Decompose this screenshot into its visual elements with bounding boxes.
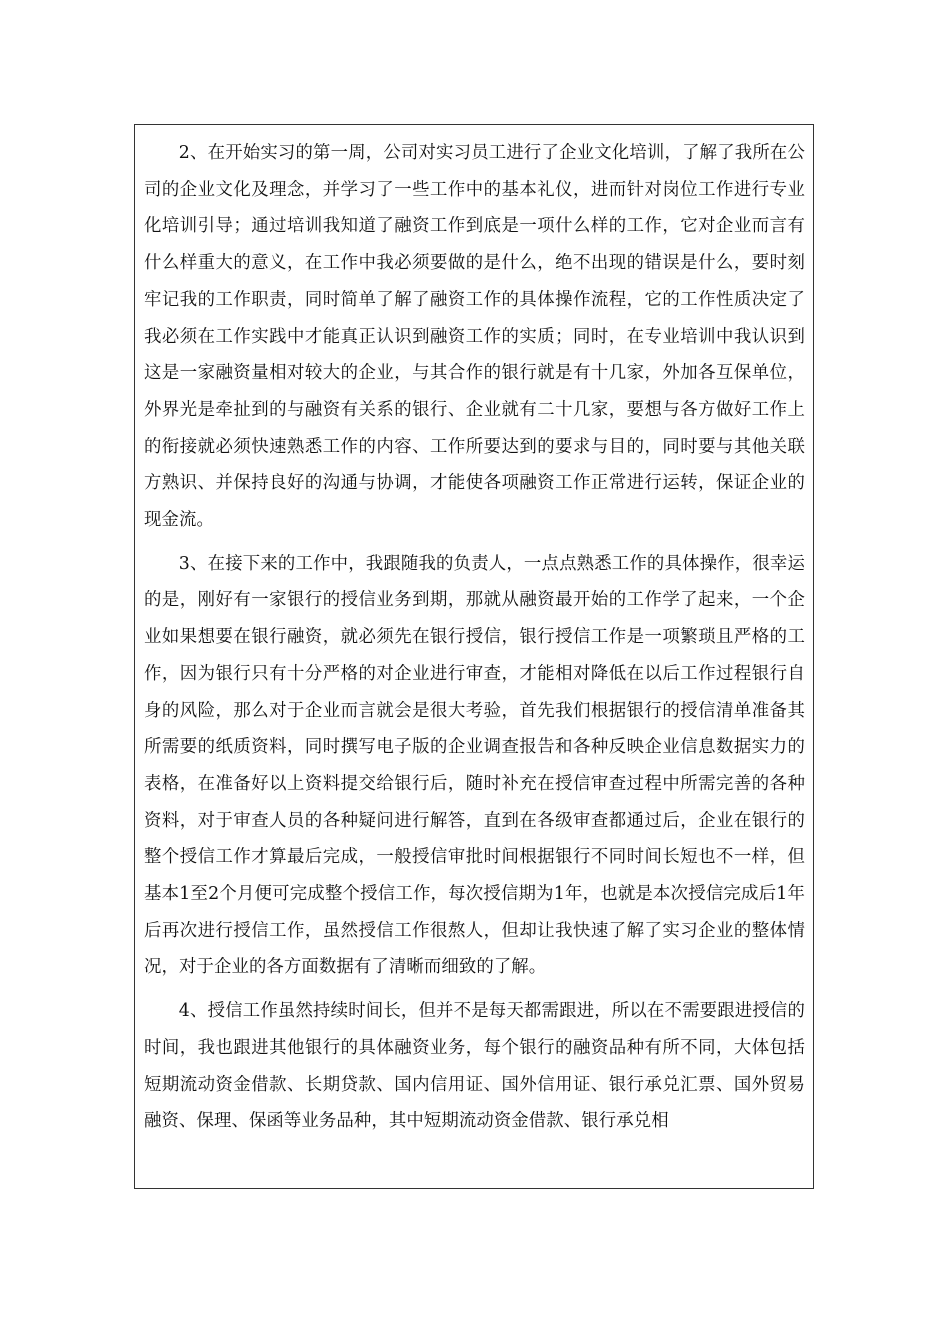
paragraph-2: 2、在开始实习的第一周，公司对实习员工进行了企业文化培训，了解了我所在公司的企业文化及理念，并学习了一些工作中的基本礼仪，进而针对岗位工作进行专业化培训引导；通过培训我知道了融资工作到底是一项什么样的工作，它对企业而言有什么样重大的意义，在工作中我必须要做的是什么，绝不出现的错误是什么，要时刻牢记我的工作职责，同时简单了解了融资工作的具体操作流程，它的工作性质决定了我必须在工作实践中才能真正认识到融资工作的实质；同时，在专业培训中我认识到这是一家融资量相对较大的企业，与其合作的银行就是有十几家，外加各互保单位，外界光是牵扯到的与融资有关系的银行、企业就有二十几家，要想与各方做好工作上的衔接就必须快速熟悉工作的内容、工作所要达到的要求与目的，同时要与其他关联方熟识、并保持良好的沟通与协调，才能使各项融资工作正常进行运转，保证企业的现金流。: [144, 143, 805, 531]
paragraph-4: 4、授信工作虽然持续时间长，但并不是每天都需跟进，所以在不需要跟进授信的时间，我也跟进其他银行的具体融资业务，每个银行的融资品种有所不同，大体包括短期流动资金借款、长期贷款、国内信用证、国外信用证、银行承兑汇票、国外贸易融资、保理、保函等业务品种，其中短期流动资金借款、银行承兑相: [144, 1001, 805, 1132]
paragraph-3: 3、在接下来的工作中，我跟随我的负责人，一点点熟悉工作的具体操作，很幸运的是，刚好有一家银行的授信业务到期，那就从融资最开始的工作学了起来，一个企业如果想要在银行融资，就必须先在银行授信，银行授信工作是一项繁琐且严格的工作，因为银行只有十分严格的对企业进行审查，才能相对降低在以后工作过程银行自身的风险，那么对于企业而言就会是很大考验，首先我们根据银行的授信清单准备其所需要的纸质资料，同时撰写电子版的企业调查报告和各种反映企业信息数据实力的表格，在准备好以上资料提交给银行后，随时补充在授信审查过程中所需完善的各种资料，对于审查人员的各种疑问进行解答，直到在各级审查都通过后，企业在银行的整个授信工作才算最后完成，一般授信审批时间根据银行不同时间长短也不一样，但基本1至2个月便可完成整个授信工作，每次授信期为1年，也就是本次授信完成后1年后再次进行授信工作，虽然授信工作很熬人，但却让我快速了解了实习企业的整体情况，对于企业的各方面数据有了清晰而细致的了解。: [144, 553, 805, 978]
text-box-frame: [134, 124, 814, 1189]
